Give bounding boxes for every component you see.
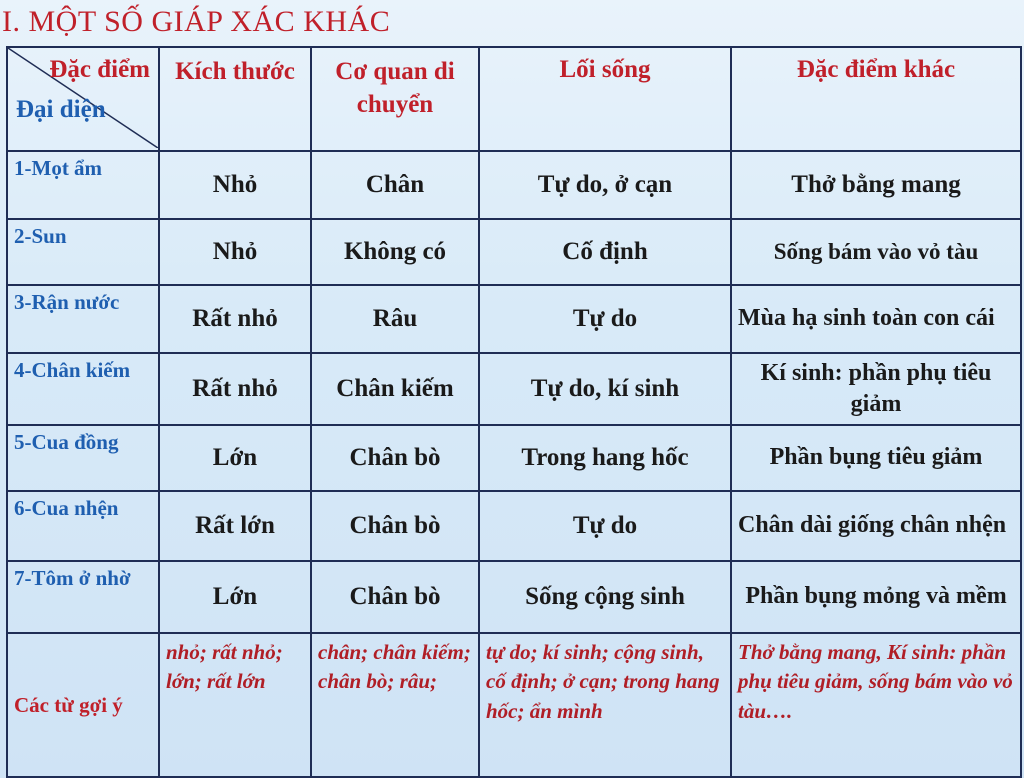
table-row bbox=[7, 151, 1021, 219]
header-lifestyle: Lối sống bbox=[479, 47, 731, 151]
lifestyle-cell: Sống cộng sinh bbox=[479, 561, 731, 633]
other-cell: Phần bụng mỏng và mềm bbox=[731, 561, 1021, 633]
size-cell: Rất nhỏ bbox=[159, 285, 311, 353]
page-title: I. MỘT SỐ GIÁP XÁC KHÁC bbox=[2, 5, 391, 38]
movement-cell: Chân bò bbox=[311, 425, 479, 491]
lifestyle-cell: Tự do bbox=[479, 285, 731, 353]
representative-cell: 5-Cua đồng bbox=[7, 425, 159, 491]
crustacean-table bbox=[6, 46, 1022, 778]
table-row bbox=[7, 353, 1021, 425]
representative-cell: 4-Chân kiếm bbox=[7, 353, 159, 425]
movement-cell: Chân bò bbox=[311, 561, 479, 633]
movement-cell: Không có bbox=[311, 219, 479, 285]
header-other: Đặc điểm khác bbox=[731, 47, 1021, 151]
lifestyle-cell: Cố định bbox=[479, 219, 731, 285]
header-representative-label: Đại diện bbox=[16, 96, 106, 123]
lifestyle-cell: Trong hang hốc bbox=[479, 425, 731, 491]
representative-cell: 2-Sun bbox=[7, 219, 159, 285]
table-row bbox=[7, 491, 1021, 561]
hint-other: Thở bằng mang, Kí sinh: phần phụ tiêu giảm, sống bám vào vỏ tàu…. bbox=[731, 633, 1021, 777]
size-cell: Lớn bbox=[159, 561, 311, 633]
header-movement: Cơ quan di chuyển bbox=[311, 47, 479, 151]
representative-cell: 3-Rận nước bbox=[7, 285, 159, 353]
lifestyle-cell: Tự do bbox=[479, 491, 731, 561]
header-row bbox=[7, 47, 1021, 151]
lifestyle-cell: Tự do, kí sinh bbox=[479, 353, 731, 425]
hint-movement: chân; chân kiếm; chân bò; râu; bbox=[311, 633, 479, 777]
table-row bbox=[7, 219, 1021, 285]
other-cell: Sống bám vào vỏ tàu bbox=[731, 219, 1021, 285]
other-cell: Thở bằng mang bbox=[731, 151, 1021, 219]
representative-cell: 6-Cua nhện bbox=[7, 491, 159, 561]
size-cell: Nhỏ bbox=[159, 219, 311, 285]
hint-size: nhỏ; rất nhỏ; lớn; rất lớn bbox=[159, 633, 311, 777]
other-cell: Phần bụng tiêu giảm bbox=[731, 425, 1021, 491]
other-cell: Mùa hạ sinh toàn con cái bbox=[731, 285, 1021, 353]
size-cell: Lớn bbox=[159, 425, 311, 491]
other-cell: Chân dài giống chân nhện bbox=[731, 491, 1021, 561]
representative-cell: 1-Mọt ẩm bbox=[7, 151, 159, 219]
hint-lifestyle: tự do; kí sinh; cộng sinh, cố định; ở cạn; trong hang hốc; ẩn mình bbox=[479, 633, 731, 777]
table-row bbox=[7, 425, 1021, 491]
movement-cell: Chân bbox=[311, 151, 479, 219]
header-size: Kích thước bbox=[159, 47, 311, 151]
hints-label: Các từ gợi ý bbox=[7, 633, 159, 777]
size-cell: Nhỏ bbox=[159, 151, 311, 219]
header-corner-cell bbox=[7, 47, 159, 151]
size-cell: Rất lớn bbox=[159, 491, 311, 561]
table-row bbox=[7, 561, 1021, 633]
hints-row bbox=[7, 633, 1021, 777]
header-feature-label: Đặc điểm bbox=[49, 56, 150, 83]
lifestyle-cell: Tự do, ở cạn bbox=[479, 151, 731, 219]
movement-cell: Chân bò bbox=[311, 491, 479, 561]
size-cell: Rất nhỏ bbox=[159, 353, 311, 425]
table-row bbox=[7, 285, 1021, 353]
movement-cell: Chân kiếm bbox=[311, 353, 479, 425]
other-cell: Kí sinh: phần phụ tiêu giảm bbox=[731, 353, 1021, 425]
movement-cell: Râu bbox=[311, 285, 479, 353]
representative-cell: 7-Tôm ở nhờ bbox=[7, 561, 159, 633]
